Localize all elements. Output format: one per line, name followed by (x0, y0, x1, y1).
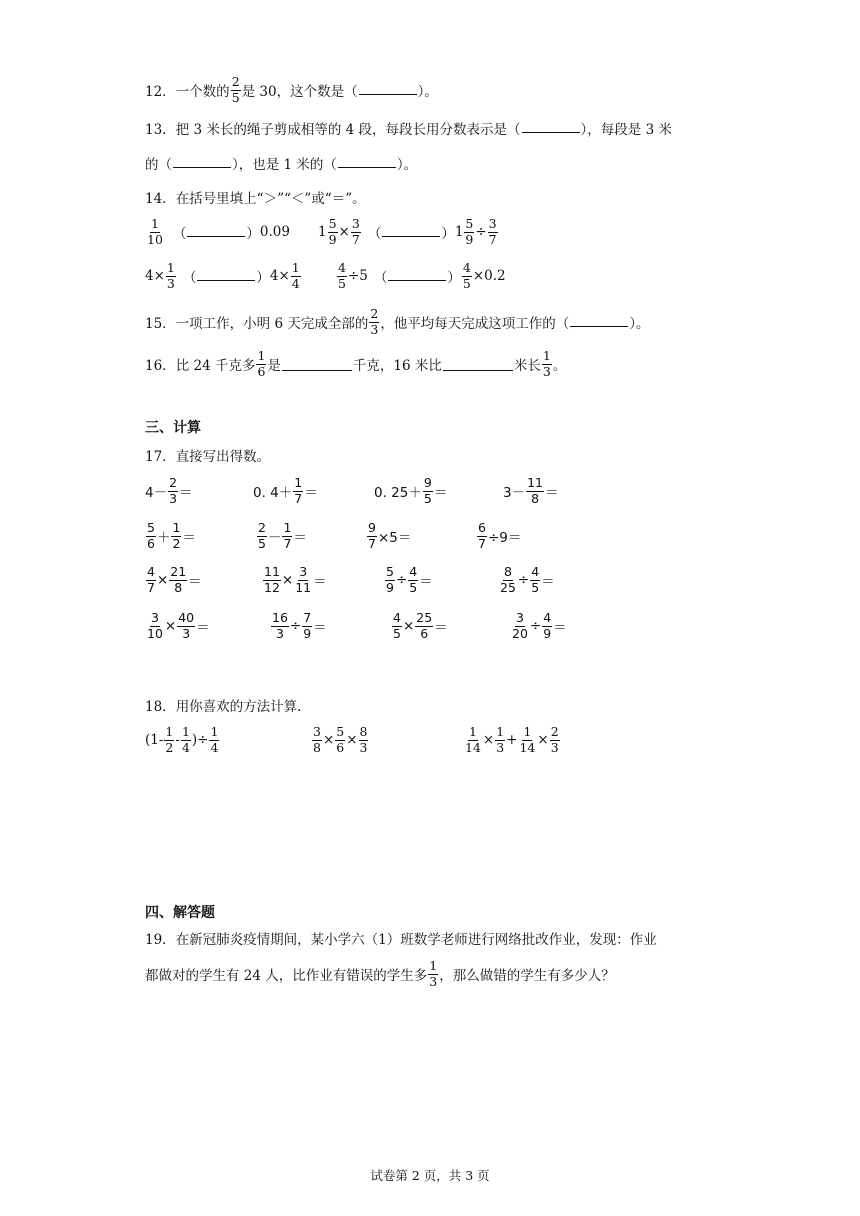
fraction (146, 612, 164, 640)
equals: ＝ (188, 574, 202, 590)
numerator: 4 (543, 610, 552, 625)
answer-blank[interactable] (338, 166, 396, 168)
fraction (257, 522, 267, 550)
numerator: 3 (299, 564, 308, 579)
denominator: 8 (531, 490, 540, 506)
answer-blank[interactable] (388, 279, 446, 281)
q15-close: ）。 (629, 316, 650, 332)
denominator: 5 (338, 275, 346, 291)
denominator: 7 (368, 535, 376, 551)
answer-blank[interactable] (187, 235, 245, 237)
numerator: 1 (429, 958, 438, 973)
fraction (408, 566, 418, 594)
fraction (168, 477, 178, 505)
q13-number: 13． (145, 122, 176, 138)
numerator: 4 (531, 564, 540, 579)
fraction (282, 522, 292, 550)
denominator: 10 (147, 231, 163, 247)
fraction (385, 566, 395, 594)
paren-open: （ (367, 226, 382, 242)
denominator: 3 (550, 739, 559, 755)
numerator: 1 (210, 724, 219, 739)
numerator: 1 (294, 475, 303, 490)
fraction (351, 218, 361, 246)
question-19-line2 (145, 960, 615, 988)
numerator: 5 (386, 564, 394, 579)
numerator: 5 (328, 216, 337, 231)
q12-close: ）。 (417, 84, 438, 100)
fraction (367, 522, 377, 550)
fraction (464, 726, 482, 754)
fraction (488, 218, 498, 246)
denominator: 5 (462, 275, 471, 291)
answer-blank[interactable] (359, 93, 417, 95)
paren-close: ） (256, 270, 270, 286)
operator: ＋ (156, 530, 171, 546)
denominator: 2 (172, 535, 181, 551)
denominator: 7 (147, 579, 155, 595)
q13-text2: ），每段是 3 米 (580, 122, 672, 138)
whole-number: 1 (454, 224, 464, 240)
compare-value: 0.09 (259, 224, 290, 240)
answer-blank[interactable] (197, 279, 255, 281)
numerator: 3 (150, 610, 159, 625)
q13-text4: ），也是 1 米的（ (232, 157, 337, 173)
numerator: 4 (338, 260, 346, 275)
q16-text4: 米长 (513, 358, 541, 374)
q14-text: 在括号里填上“＞”“＜”或“＝”。 (175, 191, 366, 207)
denominator: 9 (303, 625, 312, 641)
expr-text: 3－ (503, 485, 526, 501)
equals: ＝ (182, 530, 196, 546)
numerator: 16 (272, 610, 288, 625)
answer-blank[interactable] (173, 166, 231, 168)
q19-text2: 都做对的学生有 24 人，比作业有错误的学生多 (145, 968, 428, 984)
fraction (209, 726, 219, 754)
equals: ＝ (553, 620, 567, 636)
answer-blank[interactable] (382, 235, 440, 237)
equals: ＝ (541, 574, 555, 590)
numerator: 1 (165, 724, 174, 739)
denominator: 4 (291, 275, 300, 291)
denominator: 9 (543, 625, 552, 641)
denominator: 3 (275, 625, 284, 641)
fraction (293, 477, 303, 505)
fraction (181, 726, 191, 754)
expr-text: (1- (145, 732, 164, 748)
denominator: 14 (465, 739, 481, 755)
equals: ＝ (545, 485, 559, 501)
numerator: 1 (291, 260, 300, 275)
operator: ÷ (395, 572, 408, 588)
denominator: 3 (169, 490, 178, 506)
calc-item (384, 566, 433, 594)
numerator: 1 (523, 724, 532, 739)
denominator: 4 (181, 739, 190, 755)
fraction (511, 612, 529, 640)
equals: ＝ (419, 574, 433, 590)
denominator: 25 (500, 579, 516, 595)
numerator: 4 (393, 610, 401, 625)
q17-text: 直接写出得数。 (175, 449, 271, 465)
answer-blank[interactable] (282, 369, 352, 371)
denominator: 7 (294, 490, 303, 506)
calc-item (374, 477, 447, 505)
denominator: 9 (465, 231, 474, 247)
calc-item (145, 522, 196, 550)
fraction (477, 522, 487, 550)
numerator: 25 (416, 610, 433, 625)
operator: ÷ (517, 572, 530, 588)
q14-number: 14． (145, 191, 176, 207)
fraction (291, 262, 301, 290)
numerator: 1 (468, 724, 477, 739)
fraction (464, 218, 474, 246)
paren-close: ） (441, 226, 455, 242)
numerator: 2 (231, 74, 240, 89)
q16-text2: 是 (267, 358, 281, 374)
numerator: 9 (423, 475, 432, 490)
numerator: 8 (359, 724, 368, 739)
numerator: 3 (515, 610, 524, 625)
denominator: 3 (182, 625, 191, 641)
operator: × (156, 572, 169, 588)
denominator: 5 (531, 579, 540, 595)
fraction (263, 566, 281, 594)
fraction (312, 726, 322, 754)
denominator: 7 (283, 535, 292, 551)
calc-expression (311, 726, 369, 754)
fraction (294, 566, 312, 594)
operator: ÷ (475, 224, 487, 240)
fraction (256, 350, 266, 378)
calc-item (391, 612, 448, 640)
expr-text: 4－ (145, 485, 168, 501)
fraction (530, 566, 540, 594)
expr-text: )÷ (191, 732, 209, 748)
fraction (495, 726, 505, 754)
calc-item (366, 522, 411, 550)
operator: × (281, 572, 294, 588)
paren-open: （ (373, 270, 388, 286)
q18-text: 用你喜欢的方法计算. (175, 699, 302, 715)
operator: × (322, 732, 335, 748)
denominator: 10 (147, 625, 163, 641)
fraction (177, 612, 195, 640)
operator: ÷9＝ (487, 530, 522, 546)
denominator: 11 (295, 579, 312, 595)
fraction (328, 218, 338, 246)
denominator: 14 (519, 739, 536, 755)
fraction (415, 612, 433, 640)
operator: － (267, 530, 282, 546)
calc-item (256, 522, 307, 550)
operator: ÷5 (347, 268, 368, 284)
calc-item (476, 522, 521, 550)
calc-expression (463, 726, 561, 754)
fraction (335, 726, 345, 754)
calc-item (503, 477, 559, 505)
numerator: 1 (166, 260, 175, 275)
equals: ＝ (179, 485, 193, 501)
denominator: 9 (386, 579, 394, 595)
equals: ＝ (196, 620, 210, 636)
operator: ÷ (529, 618, 542, 634)
denominator: 3 (370, 321, 379, 337)
calc-item (510, 612, 567, 640)
question-17 (145, 445, 270, 465)
calc-item (145, 477, 193, 505)
equals: ＝ (313, 620, 327, 636)
fraction (171, 522, 181, 550)
denominator: 12 (264, 579, 280, 595)
denominator: 7 (351, 231, 360, 247)
fraction (518, 726, 536, 754)
equals: ＝ (293, 530, 307, 546)
operator: × (537, 732, 549, 748)
numerator: 5 (336, 724, 345, 739)
question-13-line2 (145, 153, 417, 173)
fraction (526, 477, 544, 505)
fraction (423, 477, 433, 505)
fraction (231, 76, 241, 104)
denominator: 7 (478, 535, 486, 551)
calc-item (262, 566, 327, 594)
operator: × (402, 618, 415, 634)
numerator: 2 (550, 724, 559, 739)
operator: ×5＝ (377, 530, 412, 546)
denominator: 6 (147, 535, 155, 551)
calc-item (498, 566, 555, 594)
denominator: 7 (488, 231, 497, 247)
numerator: 2 (370, 306, 379, 321)
operator: - (175, 732, 180, 748)
q12-text: 一个数的 (175, 84, 230, 100)
q16-number: 16． (145, 358, 176, 374)
paren-open: （ (172, 226, 187, 242)
operator: × (164, 618, 177, 634)
numerator: 1 (150, 216, 159, 231)
fraction (169, 566, 187, 594)
compare-item (318, 218, 499, 246)
calc-item (270, 612, 327, 640)
section-heading: 四、解答题 (145, 905, 215, 921)
fraction (542, 350, 552, 378)
fraction (146, 522, 156, 550)
q16-end: 。 (552, 358, 567, 374)
fraction (499, 566, 517, 594)
denominator: 6 (257, 363, 266, 379)
q19-text3: ，那么做错的学生有多少人？ (439, 968, 615, 984)
fraction (302, 612, 312, 640)
denominator: 3 (166, 275, 175, 291)
paren-close: ） (246, 226, 260, 242)
operator: × (346, 732, 358, 748)
numerator: 4 (147, 564, 155, 579)
denominator: 5 (423, 490, 432, 506)
q13-text: 把 3 米长的绳子剪成相等的 4 段，每段长用分数表示是（ (175, 122, 521, 138)
fraction (271, 612, 289, 640)
q13-text5: ）。 (396, 157, 418, 173)
q18-number: 18． (145, 699, 176, 715)
denominator: 6 (336, 739, 345, 755)
denominator: 3 (359, 739, 368, 755)
numerator: 4 (462, 260, 471, 275)
denominator: 3 (429, 973, 438, 989)
question-13-line1 (145, 118, 672, 138)
denominator: 20 (512, 625, 528, 641)
question-16 (145, 350, 566, 378)
denominator: 3 (496, 739, 505, 755)
denominator: 6 (420, 625, 429, 641)
numerator: 5 (465, 216, 474, 231)
q13-text3: 的（ (145, 157, 172, 173)
expr-text: 4× (145, 268, 165, 284)
q12-text2: 是 30，这个数是（ (241, 84, 358, 100)
compare-item (336, 262, 506, 290)
answer-blank[interactable] (570, 325, 628, 327)
numerator: 3 (351, 216, 360, 231)
numerator: 6 (478, 520, 486, 535)
fraction (166, 262, 176, 290)
equals: ＝ (304, 485, 318, 501)
q19-text: 在新冠肺炎疫情期间，某小学六（1）班数学老师进行网络批改作业，发现：作业 (175, 932, 657, 948)
fraction (146, 218, 164, 246)
numerator: 2 (258, 520, 266, 535)
equals: ＝ (313, 574, 327, 590)
fraction (392, 612, 402, 640)
numerator: 4 (409, 564, 418, 579)
section-heading: 三、计算 (145, 420, 201, 436)
page-footer: 试卷第 2 页，共 3 页 (370, 1168, 490, 1183)
denominator: 2 (165, 739, 174, 755)
q15-number: 15． (145, 316, 176, 332)
denominator: 5 (231, 89, 240, 105)
question-15 (145, 308, 650, 336)
numerator: 2 (169, 475, 178, 490)
fraction (550, 726, 560, 754)
q15-text: 一项工作，小明 6 天完成全部的 (175, 316, 369, 332)
fraction (337, 262, 347, 290)
question-19-line1 (145, 928, 657, 948)
q16-text: 比 24 千克多 (175, 358, 256, 374)
paren-close: ） (447, 270, 461, 286)
numerator: 5 (147, 520, 155, 535)
denominator: 4 (210, 739, 219, 755)
operator: ×0.2 (472, 268, 506, 284)
numerator: 7 (303, 610, 312, 625)
operator: + (506, 732, 518, 748)
denominator: 3 (542, 363, 551, 379)
denominator: 5 (393, 625, 401, 641)
fraction (542, 612, 552, 640)
numerator: 3 (313, 724, 321, 739)
fraction (369, 308, 379, 336)
equals: ＝ (433, 485, 448, 501)
expr-text: 4× (269, 268, 290, 284)
question-12 (145, 76, 438, 104)
q12-number: 12． (145, 84, 176, 100)
fraction (462, 262, 472, 290)
numerator: 3 (488, 216, 497, 231)
fraction (428, 960, 438, 988)
q19-number: 19． (145, 932, 176, 948)
numerator: 1 (542, 348, 551, 363)
q17-number: 17． (145, 449, 176, 465)
numerator: 40 (178, 610, 195, 625)
compare-item (145, 218, 290, 246)
calc-item (253, 477, 318, 505)
denominator: 8 (313, 739, 321, 755)
denominator: 8 (174, 579, 183, 595)
numerator: 9 (368, 520, 376, 535)
denominator: 5 (258, 535, 266, 551)
calc-expression (145, 726, 220, 754)
operator: × (482, 732, 495, 748)
equals: ＝ (434, 620, 448, 636)
q15-text2: ，他平均每天完成这项工作的（ (380, 316, 570, 332)
numerator: 11 (527, 475, 543, 490)
fraction (359, 726, 369, 754)
numerator: 1 (172, 520, 181, 535)
answer-blank[interactable] (522, 131, 580, 133)
numerator: 11 (264, 564, 280, 579)
numerator: 1 (496, 724, 505, 739)
question-18 (145, 695, 301, 715)
expr-text: 0. 4＋ (253, 485, 293, 501)
whole-number: 1 (318, 224, 327, 240)
question-14 (145, 187, 366, 207)
denominator: 9 (328, 231, 337, 247)
operator: × (338, 224, 350, 240)
fraction (164, 726, 174, 754)
q16-text3: 千克，16 米比 (352, 358, 442, 374)
denominator: 5 (409, 579, 418, 595)
numerator: 1 (257, 348, 266, 363)
paren-open: （ (182, 270, 197, 286)
answer-blank[interactable] (443, 369, 513, 371)
operator: ÷ (289, 618, 302, 634)
numerator: 8 (503, 564, 512, 579)
compare-item (145, 262, 302, 290)
calc-item (145, 612, 210, 640)
numerator: 1 (283, 520, 292, 535)
numerator: 21 (170, 564, 187, 579)
numerator: 1 (181, 724, 190, 739)
fraction (146, 566, 156, 594)
expr-text: 0. 25＋ (374, 485, 422, 501)
calc-item (145, 566, 202, 594)
